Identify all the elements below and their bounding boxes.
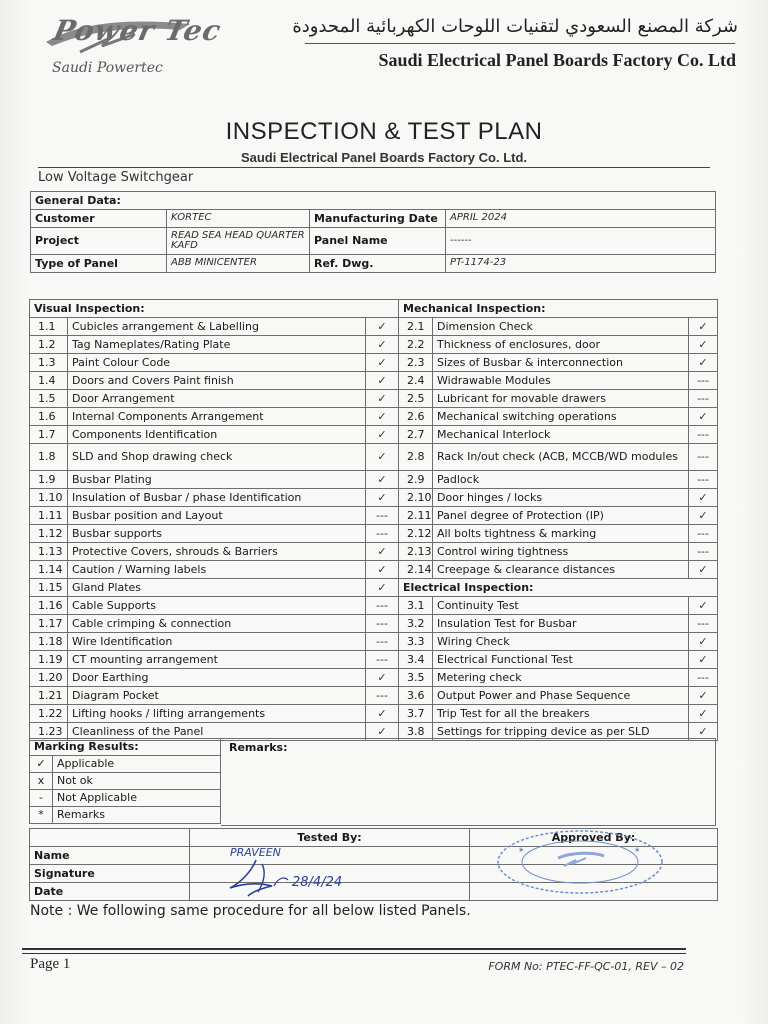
right-item-number: 3.7 [399, 705, 433, 723]
list-item [30, 790, 221, 807]
table-row [30, 543, 718, 561]
marking-results-title: Marking Results: [30, 739, 221, 756]
right-item-number: 3.4 [399, 651, 433, 669]
visual-item-label: SLD and Shop drawing check [68, 444, 366, 471]
table-row [31, 255, 716, 273]
company-stamp-icon [494, 828, 666, 896]
visual-item-mark: ✓ [366, 561, 399, 579]
name-label: Name [30, 847, 190, 865]
table-row [30, 561, 718, 579]
right-item-label: Settings for tripping device as per SLD [433, 723, 689, 741]
table-row [30, 354, 718, 372]
right-item-number: 2.1 [399, 318, 433, 336]
right-item-mark: ✓ [689, 336, 718, 354]
visual-item-number: 1.12 [30, 525, 68, 543]
visual-item-label: Diagram Pocket [68, 687, 366, 705]
table-row [30, 651, 718, 669]
inspection-table [29, 299, 718, 741]
visual-item-mark: --- [366, 597, 399, 615]
right-item-number: 2.2 [399, 336, 433, 354]
right-item-label: Wiring Check [433, 633, 689, 651]
right-item-mark: --- [689, 471, 718, 489]
right-item-mark: ✓ [689, 561, 718, 579]
logo-subtitle: Saudi Powertec [52, 60, 163, 76]
ref-dwg-label: Ref. Dwg. [310, 255, 446, 273]
table-row [30, 489, 718, 507]
right-item-label: Sizes of Busbar & interconnection [433, 354, 689, 372]
remarks-box [221, 738, 716, 826]
list-item [30, 807, 221, 824]
visual-item-label: Door Arrangement [68, 390, 366, 408]
table-row [30, 687, 718, 705]
company-name-english: Saudi Electrical Panel Boards Factory Co. Ltd [378, 50, 736, 70]
table-row [30, 669, 718, 687]
header-divider [305, 43, 735, 44]
right-item-label: Dimension Check [433, 318, 689, 336]
right-item-number: 2.8 [399, 444, 433, 471]
visual-item-number: 1.4 [30, 372, 68, 390]
general-data-table [30, 191, 716, 273]
table-row [30, 426, 718, 444]
procedure-note: Note : We following same procedure for all below listed Panels. [30, 903, 471, 919]
table-row [30, 471, 718, 489]
visual-item-mark: ✓ [366, 408, 399, 426]
visual-item-mark: --- [366, 615, 399, 633]
customer-label: Customer [31, 210, 167, 228]
visual-item-label: Busbar supports [68, 525, 366, 543]
svg-text:★: ★ [518, 846, 525, 854]
visual-item-label: Cable crimping & connection [68, 615, 366, 633]
page-number: Page 1 [30, 956, 71, 972]
right-item-label: Creepage & clearance distances [433, 561, 689, 579]
right-item-label: Control wiring tightness [433, 543, 689, 561]
visual-item-label: Door Earthing [68, 669, 366, 687]
table-row [30, 579, 718, 597]
marking-title-row [30, 739, 221, 756]
visual-item-number: 1.13 [30, 543, 68, 561]
right-item-number: 2.12 [399, 525, 433, 543]
right-item-mark: ✓ [689, 723, 718, 741]
right-item-label: Lubricant for movable drawers [433, 390, 689, 408]
right-item-mark: ✓ [689, 507, 718, 525]
visual-item-number: 1.11 [30, 507, 68, 525]
table-row [30, 525, 718, 543]
visual-item-number: 1.23 [30, 723, 68, 741]
visual-item-mark: ✓ [366, 318, 399, 336]
right-item-number: 3.2 [399, 615, 433, 633]
visual-item-mark: ✓ [366, 426, 399, 444]
right-item-label: Mechanical Interlock [433, 426, 689, 444]
visual-item-label: Insulation of Busbar / phase Identification [68, 489, 366, 507]
company-logo [40, 12, 240, 82]
ref-dwg-value: PT-1174-23 [446, 255, 716, 273]
visual-item-number: 1.22 [30, 705, 68, 723]
right-item-mark: ✓ [689, 687, 718, 705]
footer-divider [22, 948, 686, 950]
visual-item-number: 1.19 [30, 651, 68, 669]
visual-item-label: Paint Colour Code [68, 354, 366, 372]
date-label: Date [30, 883, 190, 901]
visual-item-mark: ✓ [366, 390, 399, 408]
table-row [30, 444, 718, 471]
visual-item-mark: ✓ [366, 723, 399, 741]
manufacturing-date-value: APRIL 2024 [446, 210, 716, 228]
marking-label: Remarks [53, 807, 221, 824]
visual-item-mark: ✓ [366, 579, 399, 597]
tested-by-label: Tested By: [190, 829, 470, 847]
table-row [30, 372, 718, 390]
visual-item-mark: --- [366, 507, 399, 525]
visual-item-label: Lifting hooks / lifting arrangements [68, 705, 366, 723]
marking-label: Applicable [53, 756, 221, 773]
right-item-mark: ✓ [689, 318, 718, 336]
visual-item-label: Protective Covers, shrouds & Barriers [68, 543, 366, 561]
right-item-mark: ✓ [689, 354, 718, 372]
visual-inspection-header: Visual Inspection: [30, 300, 399, 318]
right-item-number: 2.10 [399, 489, 433, 507]
customer-value: KORTEC [167, 210, 310, 228]
panel-name-value: ------ [446, 228, 716, 255]
right-item-mark: ✓ [689, 705, 718, 723]
table-row [31, 210, 716, 228]
right-item-number: 3.8 [399, 723, 433, 741]
visual-item-label: Cleanliness of the Panel [68, 723, 366, 741]
visual-item-mark: ✓ [366, 543, 399, 561]
right-item-number: 2.3 [399, 354, 433, 372]
visual-item-mark: ✓ [366, 336, 399, 354]
visual-item-label: Doors and Covers Paint finish [68, 372, 366, 390]
list-item [30, 756, 221, 773]
panel-name-label: Panel Name [310, 228, 446, 255]
visual-item-number: 1.20 [30, 669, 68, 687]
right-item-label: Widrawable Modules [433, 372, 689, 390]
visual-item-mark: ✓ [366, 372, 399, 390]
visual-item-number: 1.1 [30, 318, 68, 336]
visual-item-label: Busbar Plating [68, 471, 366, 489]
list-item [30, 773, 221, 790]
visual-item-mark: ✓ [366, 489, 399, 507]
visual-item-number: 1.9 [30, 471, 68, 489]
table-row [30, 390, 718, 408]
visual-item-label: Internal Components Arrangement [68, 408, 366, 426]
table-row [30, 597, 718, 615]
cross-icon: x [30, 773, 53, 790]
visual-item-number: 1.15 [30, 579, 68, 597]
footer-divider-thin [22, 953, 686, 954]
panel-type-label: Type of Panel [31, 255, 167, 273]
right-item-mark: --- [689, 543, 718, 561]
document-title: INSPECTION & TEST PLAN [225, 118, 543, 145]
visual-item-number: 1.10 [30, 489, 68, 507]
right-item-number: 3.5 [399, 669, 433, 687]
project-label: Project [31, 228, 167, 255]
table-row [30, 633, 718, 651]
general-data-label: General Data: [31, 192, 716, 210]
electrical-inspection-header: Electrical Inspection: [399, 579, 718, 597]
right-item-label: Rack In/out check (ACB, MCCB/WD modules [433, 444, 689, 471]
marking-label: Not Applicable [53, 790, 221, 807]
visual-item-label: Cable Supports [68, 597, 366, 615]
right-item-mark: --- [689, 372, 718, 390]
right-item-number: 3.6 [399, 687, 433, 705]
visual-item-number: 1.17 [30, 615, 68, 633]
right-item-number: 2.13 [399, 543, 433, 561]
right-item-label: Continuity Test [433, 597, 689, 615]
mechanical-inspection-header: Mechanical Inspection: [399, 300, 718, 318]
visual-item-mark: --- [366, 633, 399, 651]
right-item-number: 2.5 [399, 390, 433, 408]
visual-item-number: 1.2 [30, 336, 68, 354]
right-item-mark: --- [689, 615, 718, 633]
right-item-mark: ✓ [689, 633, 718, 651]
visual-item-mark: --- [366, 525, 399, 543]
right-item-mark: --- [689, 426, 718, 444]
dash-icon: - [30, 790, 53, 807]
right-item-number: 2.9 [399, 471, 433, 489]
table-row [30, 615, 718, 633]
visual-item-label: Components Identification [68, 426, 366, 444]
project-value: READ SEA HEAD QUARTER KAFD [167, 228, 310, 255]
table-row [30, 336, 718, 354]
visual-item-number: 1.3 [30, 354, 68, 372]
right-item-mark: --- [689, 444, 718, 471]
right-item-mark: --- [689, 525, 718, 543]
table-row [31, 228, 716, 255]
right-item-number: 2.11 [399, 507, 433, 525]
right-item-mark: ✓ [689, 489, 718, 507]
visual-item-number: 1.21 [30, 687, 68, 705]
visual-item-number: 1.6 [30, 408, 68, 426]
visual-item-mark: ✓ [366, 705, 399, 723]
equipment-category: Low Voltage Switchgear [38, 170, 194, 185]
right-item-mark: ✓ [689, 651, 718, 669]
right-item-label: Thickness of enclosures, door [433, 336, 689, 354]
right-item-label: Door hinges / locks [433, 489, 689, 507]
visual-item-mark: --- [366, 651, 399, 669]
right-item-label: Trip Test for all the breakers [433, 705, 689, 723]
visual-item-label: CT mounting arrangement [68, 651, 366, 669]
signer-name: PRAVEEN [230, 846, 281, 859]
right-item-mark: ✓ [689, 408, 718, 426]
general-data-header-row [31, 192, 716, 210]
table-row [30, 318, 718, 336]
right-item-label: All bolts tightness & marking [433, 525, 689, 543]
blank-cell [30, 829, 190, 847]
document-subtitle: Saudi Electrical Panel Boards Factory Co. Ltd. [240, 150, 528, 165]
svg-text:★: ★ [634, 846, 641, 854]
marking-results-table [29, 738, 221, 824]
form-number: FORM No: PTEC-FF-QC-01, REV – 02 [488, 960, 684, 973]
right-item-number: 2.6 [399, 408, 433, 426]
company-name-arabic: شركة المصنع السعودي لتقنيات اللوحات الكهربائية المحدودة [292, 16, 738, 37]
table-row [30, 507, 718, 525]
right-item-mark: ✓ [689, 597, 718, 615]
logo-wordmark: Power Tec [50, 14, 225, 47]
approved-by-label: Approved By: [470, 829, 718, 847]
marking-label: Not ok [53, 773, 221, 790]
right-item-label: Metering check [433, 669, 689, 687]
right-item-mark: --- [689, 669, 718, 687]
right-item-label: Electrical Functional Test [433, 651, 689, 669]
manufacturing-date-label: Manufacturing Date [310, 210, 446, 228]
visual-item-label: Wire Identification [68, 633, 366, 651]
inspection-header-row [30, 300, 718, 318]
sign-date: 28/4/24 [292, 875, 343, 890]
visual-item-label: Busbar position and Layout [68, 507, 366, 525]
visual-item-label: Gland Plates [68, 579, 366, 597]
visual-item-number: 1.14 [30, 561, 68, 579]
right-item-number: 2.4 [399, 372, 433, 390]
right-item-number: 3.3 [399, 633, 433, 651]
visual-item-number: 1.16 [30, 597, 68, 615]
visual-item-mark: ✓ [366, 444, 399, 471]
right-item-number: 3.1 [399, 597, 433, 615]
check-icon: ✓ [30, 756, 53, 773]
visual-item-number: 1.18 [30, 633, 68, 651]
visual-item-label: Cubicles arrangement & Labelling [68, 318, 366, 336]
visual-item-mark: ✓ [366, 669, 399, 687]
signature-label: Signature [30, 865, 190, 883]
table-row [30, 705, 718, 723]
title-divider [38, 167, 710, 168]
visual-item-number: 1.8 [30, 444, 68, 471]
visual-item-label: Caution / Warning labels [68, 561, 366, 579]
remarks-label: Remarks: [229, 741, 288, 754]
visual-item-number: 1.7 [30, 426, 68, 444]
right-item-label: Insulation Test for Busbar [433, 615, 689, 633]
table-row [30, 408, 718, 426]
right-item-number: 2.14 [399, 561, 433, 579]
visual-item-mark: ✓ [366, 354, 399, 372]
right-item-label: Mechanical switching operations [433, 408, 689, 426]
right-item-label: Panel degree of Protection (IP) [433, 507, 689, 525]
visual-item-label: Tag Nameplates/Rating Plate [68, 336, 366, 354]
visual-item-mark: ✓ [366, 471, 399, 489]
visual-item-number: 1.5 [30, 390, 68, 408]
right-item-mark: --- [689, 390, 718, 408]
visual-item-mark: --- [366, 687, 399, 705]
right-item-number: 2.7 [399, 426, 433, 444]
right-item-label: Output Power and Phase Sequence [433, 687, 689, 705]
handwritten-signature [212, 842, 362, 902]
asterisk-icon: * [30, 807, 53, 824]
right-item-label: Padlock [433, 471, 689, 489]
panel-type-value: ABB MINICENTER [167, 255, 310, 273]
